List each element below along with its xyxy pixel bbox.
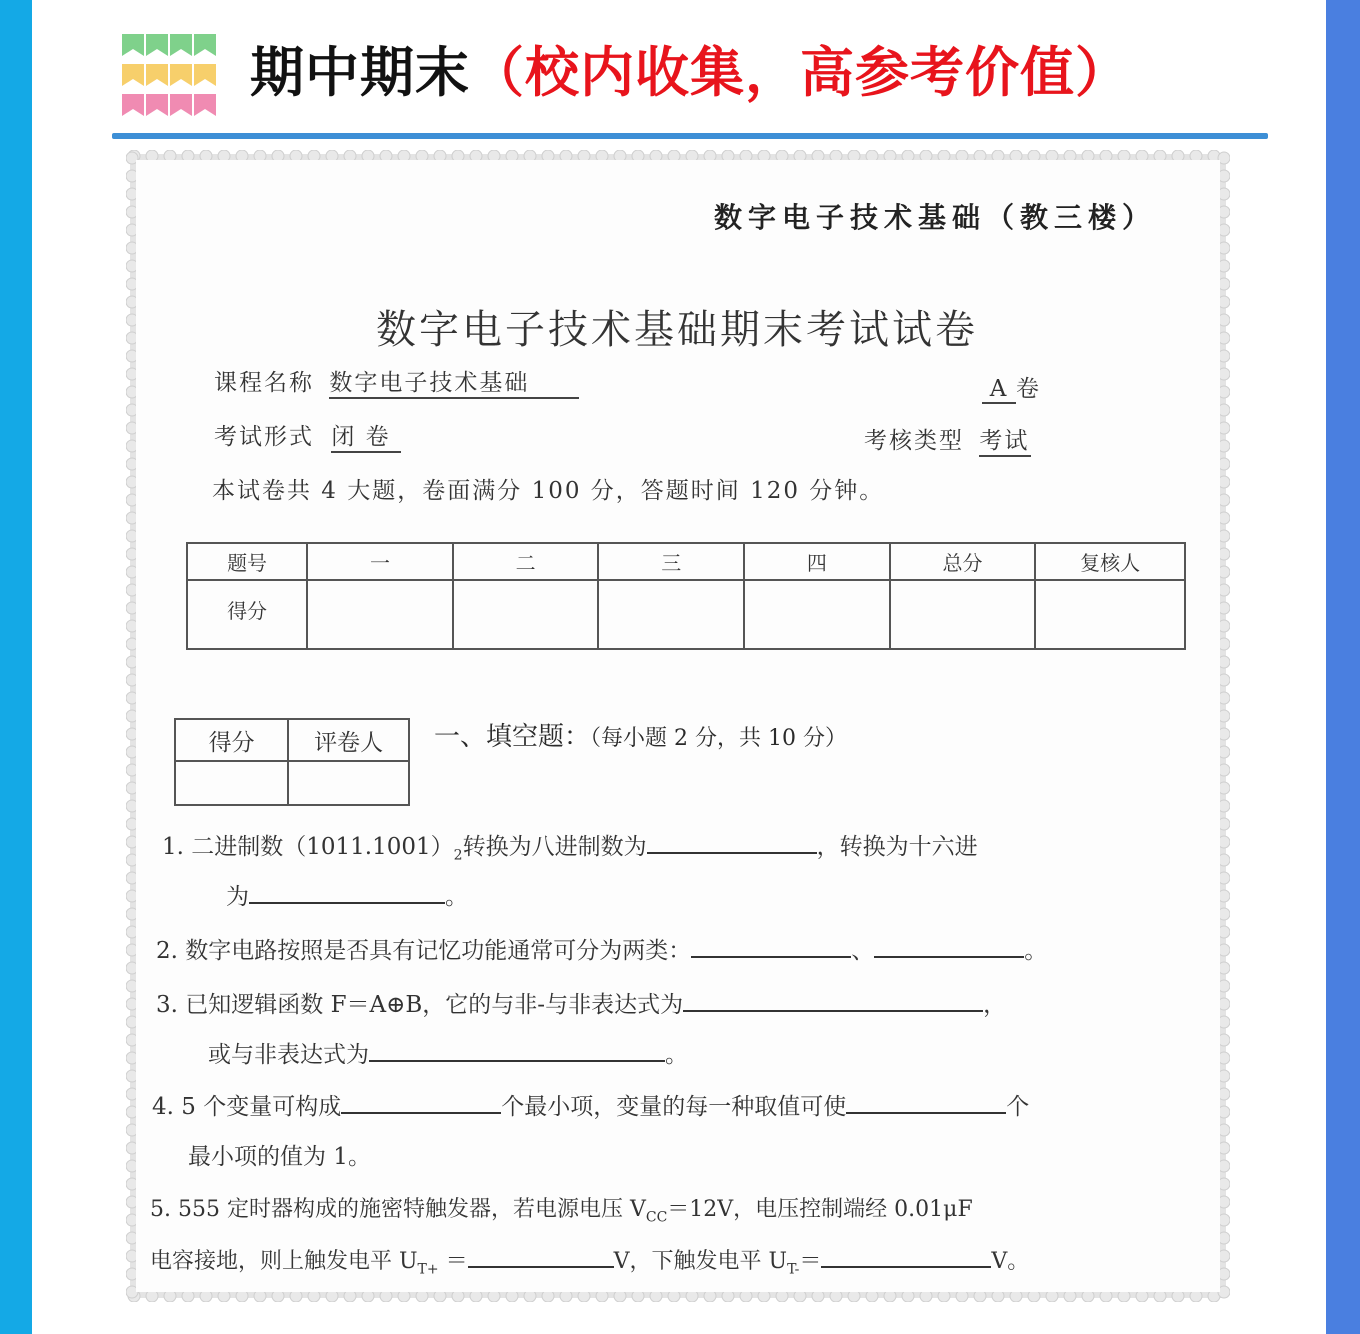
score-cell bbox=[307, 580, 453, 649]
q1-text: ，转换为十六进 bbox=[816, 834, 978, 860]
exam-paper-image bbox=[126, 150, 1230, 1302]
score-cell bbox=[890, 580, 1036, 649]
paper-type bbox=[982, 370, 1041, 404]
grader-table bbox=[174, 718, 410, 806]
q4-text: 4. 5 个变量可构成 bbox=[152, 1094, 342, 1120]
exam-paper bbox=[136, 160, 1220, 1292]
score-cell bbox=[598, 580, 744, 649]
score-header-cell: 二 bbox=[453, 543, 599, 580]
q3-text: 3. 已知逻辑函数 F＝A⊕B，它的与非-与非表达式为 bbox=[156, 992, 684, 1018]
score-cell bbox=[1035, 580, 1185, 649]
score-table bbox=[186, 542, 1186, 650]
question-5-cont bbox=[150, 1244, 1029, 1277]
header-divider bbox=[112, 133, 1268, 139]
bunting-flags-icon bbox=[120, 30, 220, 122]
q5-text: ＝ bbox=[799, 1249, 822, 1274]
q5-subscript: T+ bbox=[417, 1261, 439, 1278]
question-5 bbox=[150, 1192, 973, 1225]
left-accent-bar bbox=[0, 0, 32, 1334]
score-header-cell: 四 bbox=[744, 543, 890, 580]
paper-type-value: A bbox=[982, 376, 1016, 404]
score-cell bbox=[744, 580, 890, 649]
q5-subscript: CC bbox=[645, 1209, 668, 1226]
question-2 bbox=[156, 932, 1047, 965]
course-name-label: 课程名称 bbox=[214, 370, 314, 396]
title-main: 期中期末 bbox=[250, 41, 470, 104]
q2-blank-1 bbox=[691, 934, 851, 958]
q5-text: V，下触发电平 U bbox=[613, 1249, 788, 1274]
grader-header-row bbox=[175, 719, 409, 761]
q2-text: 。 bbox=[1024, 938, 1048, 964]
q5-blank-upper bbox=[468, 1244, 614, 1268]
exam-form-line bbox=[214, 418, 401, 453]
q5-blank-lower bbox=[821, 1244, 991, 1268]
exam-form-label: 考试形式 bbox=[214, 424, 314, 450]
q5-text: 5. 555 定时器构成的施密特触发器，若电源电压 V bbox=[150, 1197, 646, 1222]
section-heading bbox=[434, 716, 847, 753]
page-header bbox=[120, 28, 1268, 124]
exam-summary: 本试卷共 4 大题，卷面满分 100 分，答题时间 120 分钟。 bbox=[212, 478, 885, 504]
q1-text: 。 bbox=[445, 884, 468, 910]
paper-type-suffix: 卷 bbox=[1016, 376, 1041, 402]
assess-type-label: 考核类型 bbox=[864, 428, 964, 454]
assess-type-line bbox=[864, 422, 1031, 457]
q1-text: 1. 二进制数（1011.1001） bbox=[162, 834, 454, 860]
assess-type-value: 考试 bbox=[979, 422, 1031, 457]
section-subtitle: （每小题 2 分，共 10 分） bbox=[590, 726, 847, 751]
grader-header-cell: 评卷人 bbox=[288, 719, 409, 761]
q1-text: 为 bbox=[226, 884, 249, 910]
q4-blank-1 bbox=[341, 1090, 501, 1114]
score-cell bbox=[453, 580, 599, 649]
exam-form-value: 闭 卷 bbox=[331, 418, 401, 453]
exam-title: 数字电子技术基础期末考试试卷 bbox=[376, 307, 978, 353]
score-header-cell: 复核人 bbox=[1035, 543, 1185, 580]
title-note: （校内收集，高参考价值） bbox=[470, 41, 1130, 104]
q3-text: 。 bbox=[665, 1042, 688, 1068]
score-row-label: 得分 bbox=[187, 580, 307, 649]
score-table-score-row bbox=[187, 580, 1185, 649]
question-1 bbox=[162, 828, 978, 864]
question-4 bbox=[152, 1088, 1029, 1121]
course-name-line bbox=[214, 364, 579, 399]
grader-cell bbox=[175, 761, 288, 805]
question-1-cont bbox=[226, 878, 468, 911]
q2-text: 、 bbox=[851, 938, 875, 964]
q5-text: V。 bbox=[991, 1249, 1030, 1274]
score-header-cell: 一 bbox=[307, 543, 453, 580]
right-accent-bar bbox=[1326, 0, 1360, 1334]
score-table-header-row bbox=[187, 543, 1185, 580]
q4-text: 个 bbox=[1006, 1094, 1030, 1120]
question-3-cont bbox=[208, 1036, 688, 1069]
page-title bbox=[250, 38, 1130, 108]
q5-subscript: T- bbox=[787, 1261, 800, 1278]
q2-text: 2. 数字电路按照是否具有记忆功能通常可分为两类： bbox=[156, 938, 692, 964]
q2-blank-2 bbox=[874, 934, 1024, 958]
section-title: 一、填空题： bbox=[434, 722, 591, 752]
q1-blank-octal bbox=[647, 830, 817, 854]
q3-blank-1 bbox=[683, 988, 983, 1012]
course-tag: 数字电子技术基础（教三楼） bbox=[714, 201, 1157, 234]
q5-text: ＝ bbox=[438, 1249, 468, 1274]
q1-blank-hex bbox=[249, 880, 445, 904]
q5-text: ＝12V，电压控制端经 0.01μF bbox=[667, 1197, 973, 1222]
score-header-cell: 题号 bbox=[187, 543, 307, 580]
q1-text: 转换为八进制数为 bbox=[462, 834, 647, 860]
grader-cell bbox=[288, 761, 409, 805]
q3-text: 或与非表达式为 bbox=[208, 1042, 369, 1068]
q4-text: 个最小项，变量的每一种取值可使 bbox=[501, 1094, 847, 1120]
q1-subscript: 2 bbox=[453, 847, 463, 864]
q4-blank-2 bbox=[846, 1090, 1006, 1114]
q5-text: 电容接地，则上触发电平 U bbox=[150, 1249, 418, 1274]
score-header-cell: 总分 bbox=[890, 543, 1036, 580]
q3-blank-2 bbox=[369, 1038, 665, 1062]
grader-blank-row bbox=[175, 761, 409, 805]
score-header-cell: 三 bbox=[598, 543, 744, 580]
question-4-cont: 最小项的值为 1。 bbox=[188, 1144, 371, 1170]
q3-text: ， bbox=[983, 992, 1007, 1018]
question-3 bbox=[156, 986, 1006, 1019]
course-name-value: 数字电子技术基础 bbox=[329, 364, 579, 399]
grader-header-cell: 得分 bbox=[175, 719, 288, 761]
